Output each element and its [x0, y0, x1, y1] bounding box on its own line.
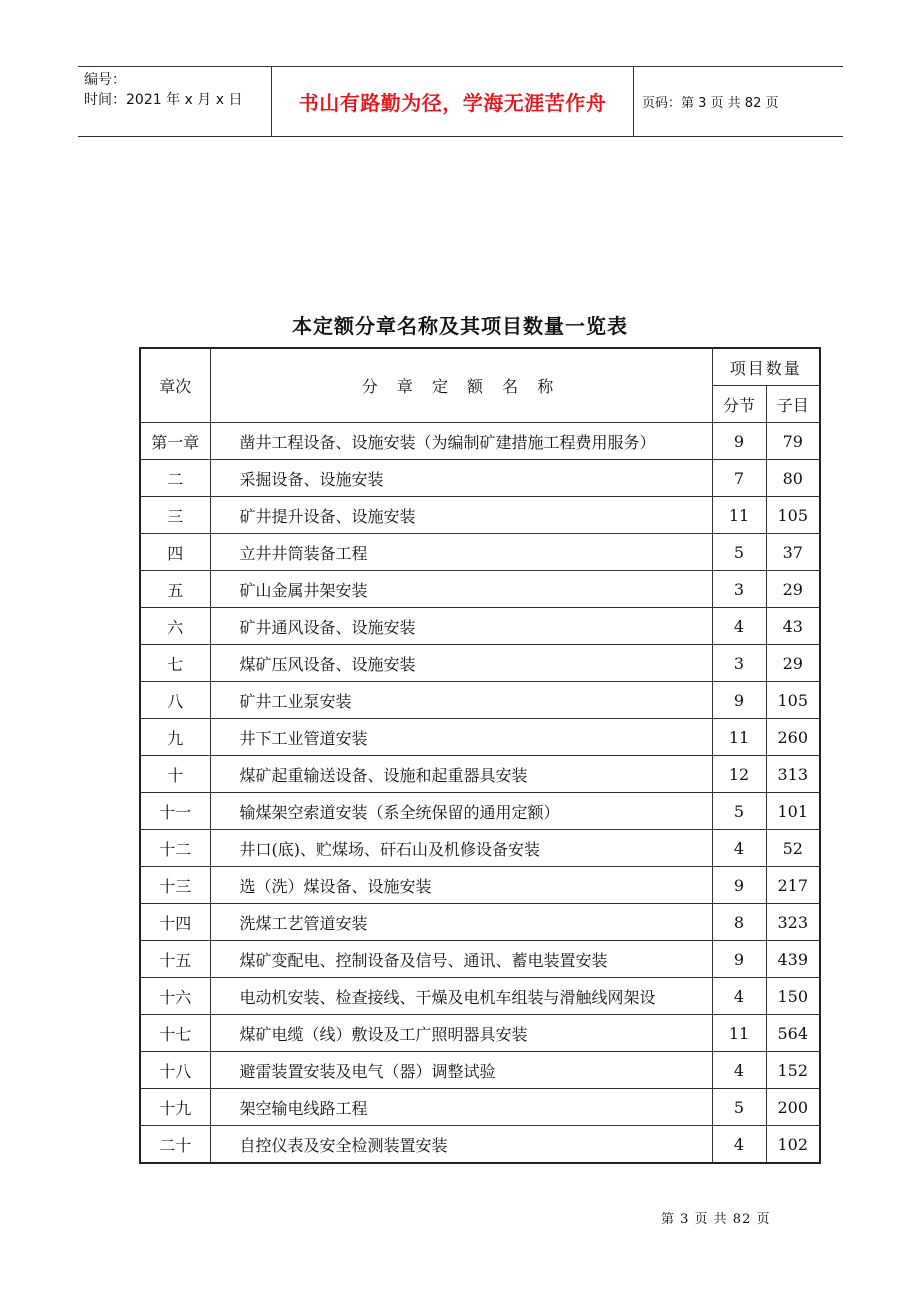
- page-title: 本定额分章名称及其项目数量一览表: [292, 314, 628, 338]
- chapter-cell: 五: [140, 571, 210, 608]
- items-cell: 323: [766, 904, 820, 941]
- chapter-cell: 十八: [140, 1052, 210, 1089]
- header-meta: [78, 67, 272, 136]
- name-cell: 井口(底)、贮煤场、矸石山及机修设备安装: [210, 830, 712, 867]
- chapter-cell: 八: [140, 682, 210, 719]
- name-cell: 煤矿起重输送设备、设施和起重器具安装: [210, 756, 712, 793]
- name-cell: 矿井提升设备、设施安装: [210, 497, 712, 534]
- name-cell: 采掘设备、设施安装: [210, 460, 712, 497]
- chapter-cell: 十六: [140, 978, 210, 1015]
- name-cell: 避雷装置安装及电气（器）调整试验: [210, 1052, 712, 1089]
- chapter-cell: 二: [140, 460, 210, 497]
- chapter-cell: 六: [140, 608, 210, 645]
- page-code: 页码：第 3 页 共 82 页: [642, 96, 779, 111]
- sections-cell: 5: [712, 1089, 766, 1126]
- table-row: [140, 1089, 820, 1126]
- items-cell: 217: [766, 867, 820, 904]
- name-cell: 架空输电线路工程: [210, 1089, 712, 1126]
- chapter-cell: 十: [140, 756, 210, 793]
- sections-cell: 9: [712, 867, 766, 904]
- table-row: [140, 571, 820, 608]
- table-header-row: [140, 348, 820, 386]
- page-header: [78, 66, 843, 137]
- header-motto-cell: [272, 67, 634, 136]
- sections-cell: 9: [712, 941, 766, 978]
- chapter-cell: 十三: [140, 867, 210, 904]
- time-label: 时间：2021 年 x 月 x 日: [84, 92, 243, 108]
- table-row: [140, 941, 820, 978]
- table-row: [140, 1052, 820, 1089]
- items-cell: 439: [766, 941, 820, 978]
- header-page-cell: [634, 67, 843, 136]
- items-cell: 150: [766, 978, 820, 1015]
- items-cell: 43: [766, 608, 820, 645]
- name-cell: 煤矿电缆（线）敷设及工广照明器具安装: [210, 1015, 712, 1052]
- name-cell: 矿井通风设备、设施安装: [210, 608, 712, 645]
- sections-cell: 4: [712, 608, 766, 645]
- table-row: [140, 830, 820, 867]
- table-row: [140, 904, 820, 941]
- header-project-count: 项目数量: [712, 348, 820, 386]
- items-cell: 80: [766, 460, 820, 497]
- chapter-cell: 九: [140, 719, 210, 756]
- sections-cell: 9: [712, 423, 766, 460]
- items-cell: 152: [766, 1052, 820, 1089]
- sections-cell: 4: [712, 830, 766, 867]
- table-row: [140, 608, 820, 645]
- table-row: [140, 682, 820, 719]
- sections-cell: 5: [712, 793, 766, 830]
- sections-cell: 4: [712, 1052, 766, 1089]
- chapter-cell: 十七: [140, 1015, 210, 1052]
- sections-cell: 11: [712, 1015, 766, 1052]
- name-cell: 煤矿变配电、控制设备及信号、通讯、蓄电装置安装: [210, 941, 712, 978]
- chapter-cell: 十一: [140, 793, 210, 830]
- items-cell: 52: [766, 830, 820, 867]
- table-row: [140, 867, 820, 904]
- name-cell: 井下工业管道安装: [210, 719, 712, 756]
- table-row: [140, 1015, 820, 1052]
- header-sections: 分节: [712, 386, 766, 423]
- table-row: [140, 756, 820, 793]
- chapter-cell: 第一章: [140, 423, 210, 460]
- chapter-cell: 十二: [140, 830, 210, 867]
- chapter-cell: 十九: [140, 1089, 210, 1126]
- sections-cell: 9: [712, 682, 766, 719]
- name-cell: 矿山金属井架安装: [210, 571, 712, 608]
- chapter-cell: 七: [140, 645, 210, 682]
- items-cell: 313: [766, 756, 820, 793]
- chapter-cell: 二十: [140, 1126, 210, 1164]
- sections-cell: 11: [712, 497, 766, 534]
- sections-cell: 11: [712, 719, 766, 756]
- table-row: [140, 460, 820, 497]
- chapter-cell: 四: [140, 534, 210, 571]
- name-cell: 凿井工程设备、设施安装（为编制矿建措施工程费用服务）: [210, 423, 712, 460]
- items-cell: 200: [766, 1089, 820, 1126]
- chapter-cell: 十五: [140, 941, 210, 978]
- quota-table: [139, 347, 821, 1164]
- items-cell: 29: [766, 571, 820, 608]
- items-cell: 105: [766, 682, 820, 719]
- header-name: 分 章 定 额 名 称: [210, 348, 712, 423]
- table-row: [140, 423, 820, 460]
- items-cell: 29: [766, 645, 820, 682]
- items-cell: 101: [766, 793, 820, 830]
- sections-cell: 7: [712, 460, 766, 497]
- name-cell: 电动机安装、检查接线、干燥及电机车组装与滑触线网架设: [210, 978, 712, 1015]
- sections-cell: 4: [712, 978, 766, 1015]
- name-cell: 立井井筒装备工程: [210, 534, 712, 571]
- chapter-cell: 三: [140, 497, 210, 534]
- sections-cell: 3: [712, 571, 766, 608]
- page-footer: 第 3 页 共 82 页: [661, 1212, 771, 1227]
- number-label: 编号：: [84, 72, 126, 88]
- name-cell: 煤矿压风设备、设施安装: [210, 645, 712, 682]
- table-row: [140, 534, 820, 571]
- sections-cell: 4: [712, 1126, 766, 1164]
- name-cell: 选（洗）煤设备、设施安装: [210, 867, 712, 904]
- name-cell: 自控仪表及安全检测装置安装: [210, 1126, 712, 1164]
- sections-cell: 5: [712, 534, 766, 571]
- sections-cell: 12: [712, 756, 766, 793]
- items-cell: 79: [766, 423, 820, 460]
- items-cell: 564: [766, 1015, 820, 1052]
- header-items: 子目: [766, 386, 820, 423]
- sections-cell: 8: [712, 904, 766, 941]
- name-cell: 洗煤工艺管道安装: [210, 904, 712, 941]
- table-row: [140, 978, 820, 1015]
- chapter-cell: 十四: [140, 904, 210, 941]
- table-row: [140, 645, 820, 682]
- items-cell: 260: [766, 719, 820, 756]
- sections-cell: 3: [712, 645, 766, 682]
- table-body: [140, 423, 820, 1164]
- header-chapter: 章次: [140, 348, 210, 423]
- name-cell: 矿井工业泵安装: [210, 682, 712, 719]
- table-row: [140, 1126, 820, 1164]
- items-cell: 102: [766, 1126, 820, 1164]
- table-row: [140, 497, 820, 534]
- name-cell: 输煤架空索道安装（系全统保留的通用定额）: [210, 793, 712, 830]
- motto-text: 书山有路勤为径，学海无涯苦作舟: [298, 91, 607, 115]
- items-cell: 37: [766, 534, 820, 571]
- table-row: [140, 719, 820, 756]
- table-row: [140, 793, 820, 830]
- items-cell: 105: [766, 497, 820, 534]
